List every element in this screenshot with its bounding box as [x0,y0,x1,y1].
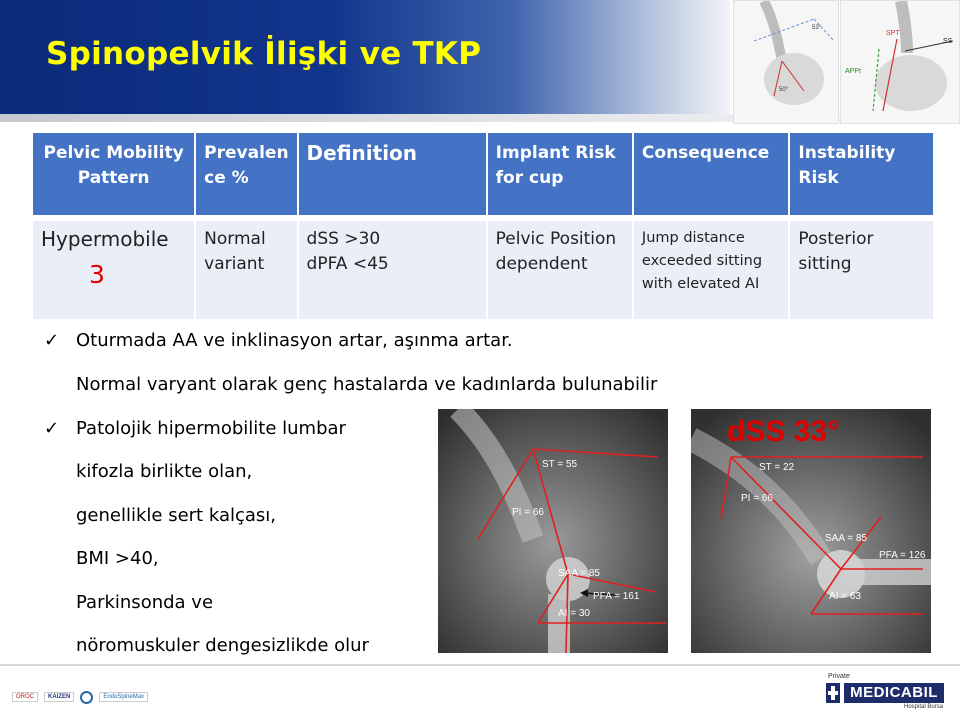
bullet-text-7: Parkinsonda ve [76,592,214,613]
sagittal-spine-thumbnail-left [733,0,839,124]
thumb-angle-label-2: 50° [779,87,789,93]
xray2-pfa-label: PFA = 126 [879,550,926,561]
definition-line-1: dSS >30 [306,229,381,250]
sagittal-spine-thumbnail-right [840,0,960,124]
xray-standing-image [438,409,668,653]
xray1-pfa-label: PFA = 161 [593,591,640,602]
checkmark-icon: ✓ [44,330,60,351]
xray-sitting [691,409,931,653]
bullet-text-4: kifozla birlikte olan, [76,461,253,482]
header-prevalence: Prevalen ce % [195,133,297,218]
footer-divider [0,664,960,666]
cell-definition [298,218,487,319]
circle-logo-icon [80,691,93,704]
thumb-appt-label: APPt [845,68,861,75]
spine-sketch-right [841,1,959,123]
xray2-st-label: ST = 22 [759,462,795,473]
dss-overlay-label: dSS 33° [727,415,840,448]
header-pattern: Pelvic Mobility Pattern [33,133,195,218]
pelvic-mobility-table [33,133,933,319]
thumb-ss-label: SS [943,38,953,45]
xray1-pi-label: PI = 66 [512,507,544,518]
brand-private-label: Private [828,673,850,680]
brand-name: MEDICABIL [844,683,944,703]
pattern-name: Hypermobile [41,227,169,252]
bullet-text-6: BMI >40, [76,548,159,569]
xray1-ai-label: AI = 30 [558,608,590,619]
cell-pattern [33,218,195,319]
xray1-saa-label: SAA = 85 [558,568,600,579]
xray-standing [438,409,668,653]
endospinemax-logo: EndoSpineMax [99,692,148,702]
xray2-pi-label: PI = 66 [741,493,773,504]
xray1-st-label: ST = 55 [542,459,578,470]
brand-subtitle: Hospital Bursa [904,704,944,710]
table-header-row [33,133,933,218]
header-instability: Instability Risk [789,133,933,218]
cell-consequence: Jump distance exceeded sitting with elevated AI [633,218,789,319]
thumb-angle-label-1: 53° [812,25,822,31]
bullet-text-2: Normal varyant olarak genç hastalarda ve kadınlarda bulunabilir [76,374,658,395]
xray2-saa-label: SAA = 85 [825,533,867,544]
cell-implant-risk: Pelvic Position dependent [487,218,633,319]
cell-prevalence: Normal variant [195,218,297,319]
xray2-ai-label: AI = 63 [829,591,861,602]
bullet-text-1: Oturmada AA ve inklinasyon artar, aşınma artar. [76,330,513,351]
header-consequence: Consequence [633,133,789,218]
bullet-text-8: nöromuskuler dengesizlikde olur [76,635,369,656]
thumb-spt-label: SPT [886,30,900,37]
slide-title: Spinopelvik İlişki ve TKP [46,36,482,72]
header-implant-risk: Implant Risk for cup [487,133,633,218]
table-row [33,218,933,319]
partner-logos [12,690,148,704]
definition-line-2: dPFA <45 [306,254,389,275]
kaizen-logo: KAIZEN [44,692,74,702]
pattern-number: 3 [89,260,105,290]
bullet-text-5: genellikle sert kalçası, [76,505,277,526]
header-definition: Definition [298,133,487,218]
cell-instability: Posterior sitting [789,218,933,319]
medicabil-logo [812,673,948,713]
bullet-text-3: Patolojik hipermobilite lumbar [76,418,346,439]
medical-cross-icon [826,683,840,703]
spine-sketch-left [734,1,838,123]
checkmark-icon: ✓ [44,418,60,439]
oroc-logo: OROC [12,692,38,702]
